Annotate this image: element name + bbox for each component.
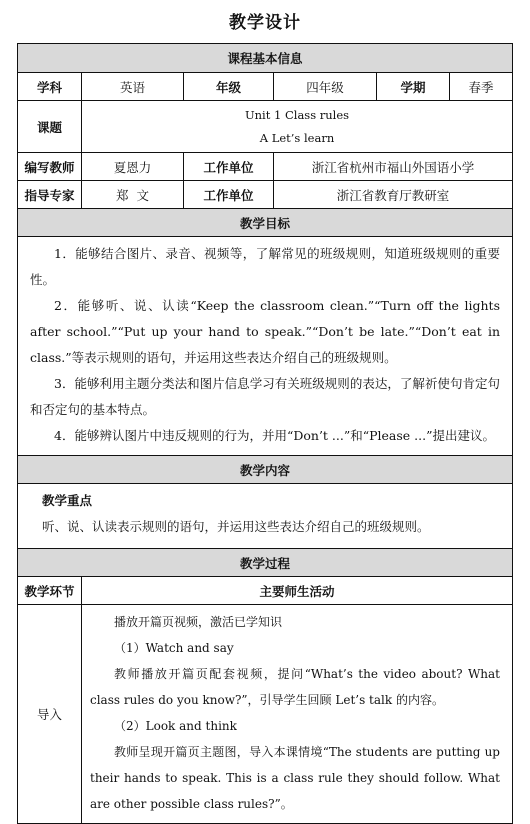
activity-column-header: 主要师生活动 — [81, 577, 512, 604]
expert-row — [18, 180, 512, 208]
topic-line-1: Unit 1 Class rules — [244, 107, 350, 122]
stage-name: 导入 — [18, 605, 82, 823]
activity-line: （1）Watch and say — [114, 641, 234, 655]
subject-row — [18, 72, 512, 100]
activity-line: 播放开篇页视频，激活已学知识 — [114, 615, 283, 629]
author-value: 夏恩力 — [81, 153, 183, 180]
objective-item: 1．能够结合图片、录音、视频等，了解常见的班级规则，知道班级规则的重要性。 — [30, 246, 500, 287]
process-row — [18, 604, 512, 823]
basic-info-header-row — [18, 44, 512, 72]
lesson-plan-table — [17, 43, 513, 824]
objectives-row — [18, 236, 512, 455]
objectives-list — [18, 237, 512, 455]
activity-line: 教师呈现开篇页主题图，导入本课情境“The students are putting up their hands to speak. This is a class rule they should follow. What are other possible class rules?”。 — [90, 745, 500, 811]
stage-column-header: 教学环节 — [24, 583, 75, 599]
subject-value: 英语 — [81, 73, 183, 100]
expert-label: 指导专家 — [24, 187, 75, 203]
author-unit-label: 工作单位 — [183, 153, 273, 180]
term-label: 学期 — [376, 73, 449, 100]
expert-value: 郑 文 — [81, 181, 183, 208]
author-label: 编写教师 — [24, 159, 75, 175]
term-value: 春季 — [449, 73, 512, 100]
key-point-text: 听、说、认读表示规则的语句，并运用这些表达介绍自己的班级规则。 — [42, 519, 430, 534]
topic-label: 课题 — [36, 119, 62, 135]
grade-label: 年级 — [183, 73, 273, 100]
key-point-label: 教学重点 — [42, 493, 93, 508]
grade-value: 四年级 — [273, 73, 376, 100]
document-title: 教学设计 — [229, 13, 301, 33]
expert-unit-label: 工作单位 — [183, 181, 273, 208]
topic-value — [81, 101, 512, 152]
objective-item: 3．能够利用主题分类法和图片信息学习有关班级规则的表达，了解祈使句肯定句和否定句的基本特点。 — [30, 376, 500, 417]
topic-line-2: A Let’s learn — [259, 130, 335, 145]
objective-item: 4．能够辨认图片中违反规则的行为，并用“Don’t ...”和“Please ...”提出建议。 — [54, 428, 495, 443]
objectives-header: 教学目标 — [239, 215, 290, 231]
activity-text — [82, 605, 512, 823]
process-columns-row — [18, 576, 512, 604]
objectives-header-row — [18, 208, 512, 236]
content-row — [18, 483, 512, 548]
topic-row — [18, 100, 512, 152]
content-header: 教学内容 — [239, 462, 290, 478]
subject-label: 学科 — [36, 79, 62, 95]
author-row — [18, 152, 512, 180]
activity-line: 教师播放开篇页配套视频，提问“What’s the video about? What class rules do you know?”，引导学生回顾 Let’s talk 的内容。 — [90, 667, 500, 707]
objective-item: 2．能够听、说、认读“Keep the classroom clean.”“Turn off the lights after school.”“Put up your hand to speak.”“Don’t be late.”“Don’t eat in class.”等表示规则的语句，并运用这些表达介绍自己的班级规则。 — [30, 298, 500, 365]
process-header-row — [18, 548, 512, 576]
basic-info-header: 课程基本信息 — [227, 51, 303, 66]
author-unit-value: 浙江省杭州市福山外国语小学 — [273, 153, 512, 180]
process-header: 教学过程 — [239, 555, 290, 571]
activity-line: （2）Look and think — [114, 719, 237, 733]
content-block — [18, 484, 512, 548]
expert-unit-value: 浙江省教育厅教研室 — [273, 181, 512, 208]
content-header-row — [18, 455, 512, 483]
